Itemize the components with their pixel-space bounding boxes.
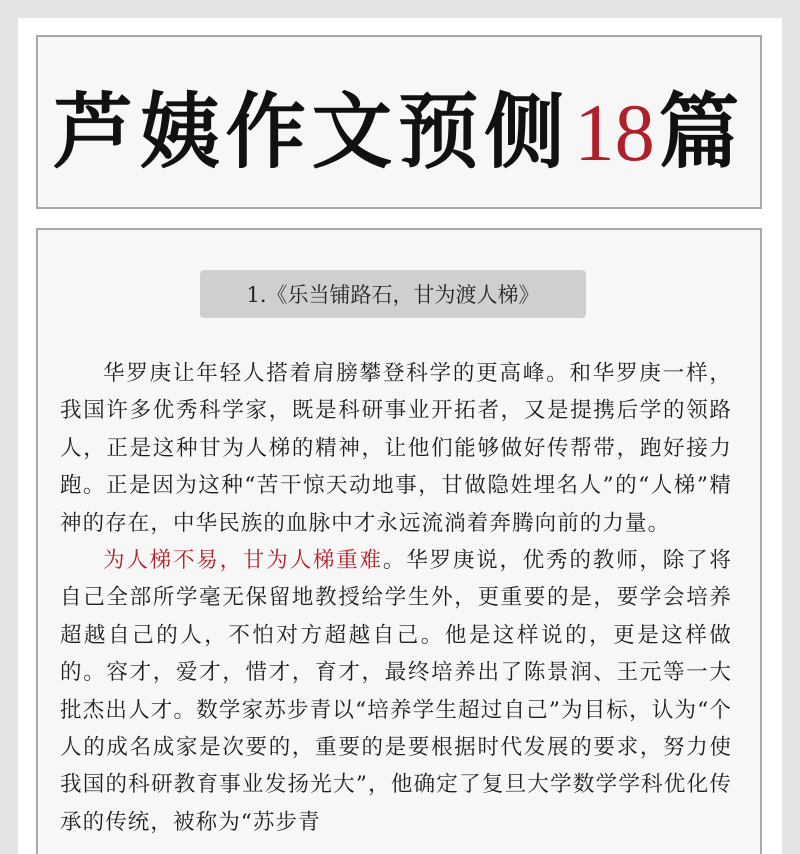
content-panel: [36, 228, 762, 854]
title-banner: [36, 35, 762, 209]
title-text-after: 篇: [658, 83, 745, 180]
title-text-before: 芦姨作文预侧: [53, 83, 571, 180]
highlighted-phrase: 为人梯不易，甘为人梯重难: [103, 548, 383, 574]
title-number: 18: [574, 86, 655, 178]
page-title: [53, 67, 745, 184]
article-body: [60, 355, 732, 841]
paragraph-1: 华罗庚让年轻人搭着肩膀攀登科学的更高峰。和华罗庚一样，我国许多优秀科学家，既是科研事业开拓者，又是提携后学的领路人，正是这种甘为人梯的精神，让他们能够做好传帮带，跑好接力跑。正是因为这种“苦干惊天动地事，甘做隐姓埋名人”的“人梯”精神的存在，中华民族的血脉中才永远流淌着奔腾向前的力量。: [60, 361, 732, 536]
paragraph-2-text: 。华罗庚说，优秀的教师，除了将自己全部所学毫无保留地教授给学生外，更重要的是，要学会培养超越自己的人，不怕对方超越自己。他是这样说的，更是这样做的。容才，爱才，惜才，育才，最终培养出了陈景润、王元等一大批杰出人才。数学家苏步青以“培养学生超过自己”为目标，认为“个人的成名成家是次要的，重要的是要根据时代发展的要求，努力使我国的科研教育事业发扬光大”，他确定了复旦大学数学学科优化传承的传统，被称为“苏步青: [60, 548, 732, 835]
paragraph-2: [60, 542, 732, 841]
section-heading: 1.《乐当铺路石，甘为渡人梯》: [200, 270, 586, 318]
